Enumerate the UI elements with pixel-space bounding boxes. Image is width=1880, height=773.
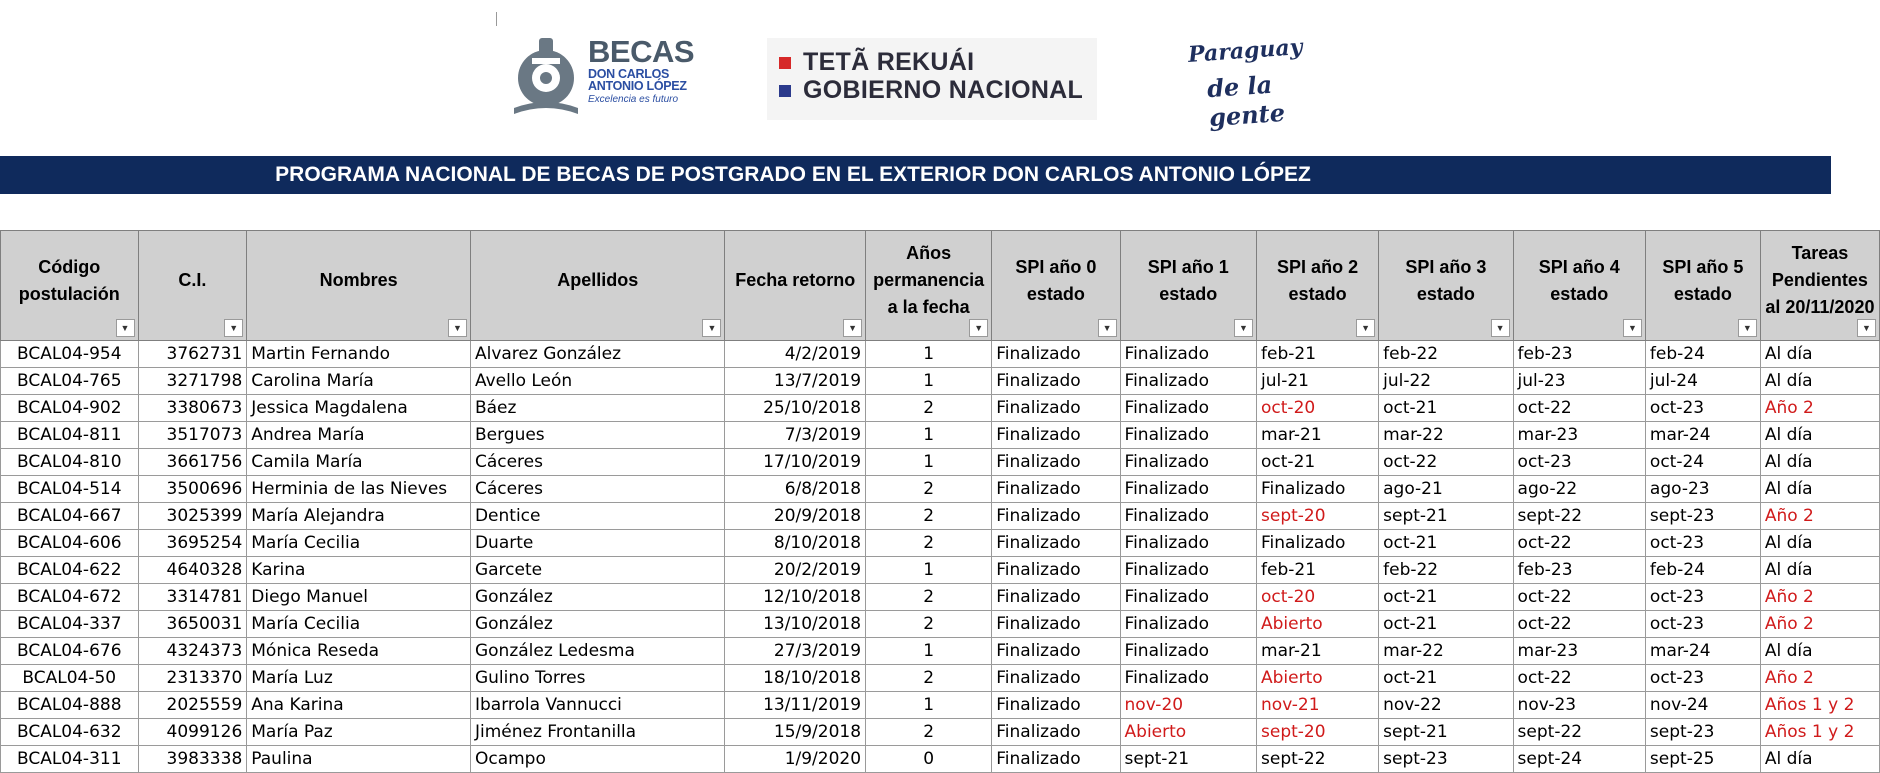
table-cell[interactable]: 3650031 [138, 611, 247, 638]
table-cell[interactable]: 4099126 [138, 719, 247, 746]
table-cell[interactable]: 3983338 [138, 746, 247, 773]
table-cell[interactable]: BCAL04-632 [1, 719, 139, 746]
table-cell[interactable]: oct-24 [1645, 449, 1760, 476]
column-header-1 [1, 231, 139, 341]
column-header-label: SPI año 3 estado [1405, 256, 1487, 304]
table-cell[interactable]: Al día [1760, 557, 1879, 584]
table-cell[interactable]: oct-22 [1513, 611, 1645, 638]
table-cell[interactable]: Años 1 y 2 [1760, 692, 1879, 719]
table-cell[interactable]: Año 2 [1760, 611, 1879, 638]
table-cell[interactable]: 4324373 [138, 638, 247, 665]
table-cell[interactable]: sept-20 [1257, 503, 1379, 530]
table-cell[interactable]: González Ledesma [470, 638, 725, 665]
column-header-6 [866, 231, 992, 341]
column-header-3 [247, 231, 471, 341]
table-cell[interactable]: 12/10/2018 [725, 584, 866, 611]
table-cell[interactable]: 6/8/2018 [725, 476, 866, 503]
column-header-11 [1513, 231, 1645, 341]
table-cell[interactable]: sept-20 [1257, 719, 1379, 746]
table-cell[interactable]: Finalizado [992, 611, 1120, 638]
table-cell[interactable]: Carolina María [247, 368, 471, 395]
table-cell[interactable]: oct-23 [1645, 665, 1760, 692]
table-cell[interactable]: jul-23 [1513, 368, 1645, 395]
table-row [1, 557, 1880, 584]
table-cell[interactable]: Finalizado [992, 746, 1120, 773]
table-cell[interactable]: nov-21 [1257, 692, 1379, 719]
table-cell[interactable]: Finalizado [992, 341, 1120, 368]
table-cell[interactable]: Mónica Reseda [247, 638, 471, 665]
train-emblem-icon [506, 34, 588, 116]
table-cell[interactable]: BCAL04-514 [1, 476, 139, 503]
becas-logo [506, 34, 696, 120]
table-row [1, 476, 1880, 503]
table-cell[interactable]: 2 [866, 584, 992, 611]
table-cell[interactable]: Finalizado [1120, 665, 1256, 692]
gobierno-line-1-text: TETÃ REKUÁI [803, 48, 975, 76]
table-cell[interactable]: Karina [247, 557, 471, 584]
table-cell[interactable]: Diego Manuel [247, 584, 471, 611]
table-cell[interactable]: 2 [866, 476, 992, 503]
column-header-label: SPI año 0 estado [1015, 256, 1097, 304]
table-cell[interactable]: sept-23 [1379, 746, 1513, 773]
table-cell[interactable]: mar-24 [1645, 422, 1760, 449]
column-header-label: Apellidos [557, 270, 639, 290]
gobierno-line-2-text: GOBIERNO NACIONAL [803, 76, 1084, 104]
filter-dropdown-icon[interactable]: ▼ [1623, 319, 1642, 337]
table-cell[interactable]: jul-24 [1645, 368, 1760, 395]
table-cell[interactable]: Alvarez González [470, 341, 725, 368]
table-cell[interactable]: 13/10/2018 [725, 611, 866, 638]
spreadsheet [0, 230, 1875, 771]
table-cell[interactable]: Finalizado [1120, 368, 1256, 395]
table-cell[interactable]: ago-22 [1513, 476, 1645, 503]
table-cell[interactable]: oct-21 [1379, 611, 1513, 638]
table-cell[interactable]: BCAL04-765 [1, 368, 139, 395]
table-cell[interactable]: Finalizado [1120, 341, 1256, 368]
table-cell[interactable]: Finalizado [1120, 638, 1256, 665]
table-row [1, 584, 1880, 611]
table-cell[interactable]: Ocampo [470, 746, 725, 773]
table-cell[interactable]: nov-23 [1513, 692, 1645, 719]
paraguay-line-1: Paraguay [1187, 34, 1304, 68]
table-cell[interactable]: 13/7/2019 [725, 368, 866, 395]
table-cell[interactable]: Finalizado [992, 557, 1120, 584]
table-row [1, 368, 1880, 395]
table-cell[interactable]: Al día [1760, 638, 1879, 665]
table-cell[interactable]: Paulina [247, 746, 471, 773]
column-header-label: SPI año 4 estado [1538, 256, 1620, 304]
table-cell[interactable]: oct-20 [1257, 395, 1379, 422]
table-cell[interactable]: Finalizado [1120, 449, 1256, 476]
table-cell[interactable]: Finalizado [1257, 530, 1379, 557]
becas-tagline: Excelencia es futuro [588, 94, 679, 105]
cursor-mark [496, 12, 497, 26]
program-title-banner [0, 156, 1831, 194]
table-cell[interactable]: 2313370 [138, 665, 247, 692]
filter-dropdown-icon[interactable]: ▼ [1098, 319, 1117, 337]
table-cell[interactable]: sept-21 [1120, 746, 1256, 773]
table-cell[interactable]: 17/10/2019 [725, 449, 866, 476]
table-cell[interactable]: Báez [470, 395, 725, 422]
table-cell[interactable]: 2 [866, 719, 992, 746]
column-header-label: SPI año 1 estado [1147, 256, 1229, 304]
table-cell[interactable]: mar-23 [1513, 422, 1645, 449]
table-cell[interactable]: oct-22 [1513, 665, 1645, 692]
table-cell[interactable]: 2 [866, 503, 992, 530]
table-cell[interactable]: 18/10/2018 [725, 665, 866, 692]
table-cell[interactable]: 1 [866, 341, 992, 368]
table-cell[interactable]: 3271798 [138, 368, 247, 395]
table-cell[interactable]: Finalizado [1120, 395, 1256, 422]
table-cell[interactable]: Finalizado [992, 530, 1120, 557]
table-row [1, 449, 1880, 476]
becas-subtitle-1: DON CARLOS [588, 67, 670, 81]
table-row [1, 341, 1880, 368]
table-cell[interactable]: nov-24 [1645, 692, 1760, 719]
table-row [1, 719, 1880, 746]
table-cell[interactable]: González [470, 584, 725, 611]
table-cell[interactable]: María Alejandra [247, 503, 471, 530]
column-header-label: C.I. [178, 270, 207, 290]
table-cell[interactable]: María Luz [247, 665, 471, 692]
table-cell[interactable]: BCAL04-810 [1, 449, 139, 476]
table-cell[interactable]: 3500696 [138, 476, 247, 503]
column-header-label: Nombres [319, 270, 398, 290]
table-cell[interactable]: 15/9/2018 [725, 719, 866, 746]
filter-dropdown-icon[interactable]: ▼ [702, 319, 721, 337]
table-cell[interactable]: oct-21 [1257, 449, 1379, 476]
table-cell[interactable]: sept-23 [1645, 503, 1760, 530]
filter-dropdown-icon[interactable]: ▼ [1491, 319, 1510, 337]
table-cell[interactable]: 1 [866, 368, 992, 395]
table-cell[interactable]: Cáceres [470, 476, 725, 503]
table-cell[interactable]: BCAL04-672 [1, 584, 139, 611]
table-cell[interactable]: 4640328 [138, 557, 247, 584]
filter-dropdown-icon[interactable]: ▼ [969, 319, 988, 337]
table-cell[interactable]: María Cecilia [247, 530, 471, 557]
table-cell[interactable]: feb-23 [1513, 557, 1645, 584]
table-cell[interactable]: 13/11/2019 [725, 692, 866, 719]
table-cell[interactable]: Ana Karina [247, 692, 471, 719]
filter-dropdown-icon[interactable]: ▼ [448, 319, 467, 337]
table-cell[interactable]: María Cecilia [247, 611, 471, 638]
table-cell[interactable]: Finalizado [1120, 503, 1256, 530]
becas-text [588, 36, 694, 105]
becas-subtitle-2: ANTONIO LÓPEZ [588, 79, 687, 93]
table-cell[interactable]: Ibarrola Vannucci [470, 692, 725, 719]
table-cell[interactable]: 3661756 [138, 449, 247, 476]
table-cell[interactable]: 2 [866, 611, 992, 638]
table-cell[interactable]: María Paz [247, 719, 471, 746]
table-cell[interactable]: 2 [866, 395, 992, 422]
table-cell[interactable]: 4/2/2019 [725, 341, 866, 368]
table-cell[interactable]: González [470, 611, 725, 638]
table-cell[interactable]: Finalizado [1120, 476, 1256, 503]
paraguay-line-2: de la gente [1206, 69, 1286, 133]
column-header-5 [725, 231, 866, 341]
table-cell[interactable]: jul-22 [1379, 368, 1513, 395]
table-cell[interactable]: 27/3/2019 [725, 638, 866, 665]
table-cell[interactable]: Camila María [247, 449, 471, 476]
table-cell[interactable]: sept-21 [1379, 719, 1513, 746]
column-header-label: SPI año 2 estado [1277, 256, 1359, 304]
table-cell[interactable]: 3380673 [138, 395, 247, 422]
table-cell[interactable]: 1 [866, 449, 992, 476]
table-cell[interactable]: Finalizado [1257, 476, 1379, 503]
table-row [1, 422, 1880, 449]
table-cell[interactable]: Dentice [470, 503, 725, 530]
table-cell[interactable]: sept-22 [1513, 719, 1645, 746]
table-cell[interactable]: sept-22 [1513, 503, 1645, 530]
table-cell[interactable]: Garcete [470, 557, 725, 584]
table-cell[interactable]: 7/3/2019 [725, 422, 866, 449]
gobierno-logo [767, 38, 1097, 120]
table-cell[interactable]: oct-22 [1513, 530, 1645, 557]
table-cell[interactable]: oct-23 [1645, 530, 1760, 557]
table-cell[interactable]: Finalizado [992, 422, 1120, 449]
blue-square-icon [779, 85, 791, 97]
table-cell[interactable]: Finalizado [992, 638, 1120, 665]
filter-dropdown-icon[interactable]: ▼ [1738, 319, 1757, 337]
table-cell[interactable]: BCAL04-888 [1, 692, 139, 719]
table-cell[interactable]: Año 2 [1760, 665, 1879, 692]
table-cell[interactable]: sept-24 [1513, 746, 1645, 773]
table-cell[interactable]: Finalizado [1120, 584, 1256, 611]
table-cell[interactable]: Año 2 [1760, 395, 1879, 422]
table-cell[interactable]: feb-21 [1257, 341, 1379, 368]
table-cell[interactable]: BCAL04-811 [1, 422, 139, 449]
table-cell[interactable]: 3025399 [138, 503, 247, 530]
red-square-icon [779, 57, 791, 69]
table-cell[interactable]: Martin Fernando [247, 341, 471, 368]
table-cell[interactable]: Año 2 [1760, 503, 1879, 530]
table-cell[interactable]: 3762731 [138, 341, 247, 368]
table-cell[interactable]: 1 [866, 557, 992, 584]
filter-dropdown-icon[interactable]: ▼ [116, 319, 135, 337]
table-cell[interactable]: oct-22 [1513, 584, 1645, 611]
column-header-8 [1120, 231, 1256, 341]
table-cell[interactable]: 1/9/2020 [725, 746, 866, 773]
table-cell[interactable]: Abierto [1257, 611, 1379, 638]
table-cell[interactable]: 2 [866, 530, 992, 557]
table-cell[interactable]: 8/10/2018 [725, 530, 866, 557]
table-cell[interactable]: 25/10/2018 [725, 395, 866, 422]
filter-dropdown-icon[interactable]: ▼ [1356, 319, 1375, 337]
table-cell[interactable]: feb-21 [1257, 557, 1379, 584]
header-row [1, 231, 1880, 341]
column-header-10 [1379, 231, 1513, 341]
column-header-12 [1645, 231, 1760, 341]
table-cell[interactable]: BCAL04-676 [1, 638, 139, 665]
table-cell[interactable]: BCAL04-337 [1, 611, 139, 638]
table-cell[interactable]: Finalizado [992, 665, 1120, 692]
becas-title: BECAS [588, 34, 695, 69]
table-cell[interactable]: Avello León [470, 368, 725, 395]
table-cell[interactable]: Al día [1760, 422, 1879, 449]
gobierno-line-1 [779, 48, 974, 77]
table-row [1, 611, 1880, 638]
table-cell[interactable]: BCAL04-311 [1, 746, 139, 773]
table-cell[interactable]: 3695254 [138, 530, 247, 557]
table-cell[interactable]: Gulino Torres [470, 665, 725, 692]
table-cell[interactable]: oct-20 [1257, 584, 1379, 611]
table-cell[interactable]: Al día [1760, 530, 1879, 557]
table-header [1, 231, 1880, 341]
table-cell[interactable]: Abierto [1120, 719, 1256, 746]
table-cell[interactable]: 3517073 [138, 422, 247, 449]
table-cell[interactable]: Bergues [470, 422, 725, 449]
table-cell[interactable]: mar-21 [1257, 422, 1379, 449]
table-cell[interactable]: mar-21 [1257, 638, 1379, 665]
table-cell[interactable]: ago-23 [1645, 476, 1760, 503]
table-cell[interactable]: 2 [866, 665, 992, 692]
column-header-label: Tareas Pendientes al 20/11/2020 [1765, 243, 1875, 317]
table-cell[interactable]: mar-24 [1645, 638, 1760, 665]
table-row [1, 503, 1880, 530]
table-cell[interactable]: Finalizado [992, 692, 1120, 719]
column-header-label: Código postulación [18, 256, 120, 304]
table-cell[interactable]: Finalizado [992, 584, 1120, 611]
logo-bar [0, 0, 1831, 150]
table-cell[interactable]: Finalizado [992, 503, 1120, 530]
table-cell[interactable]: feb-22 [1379, 341, 1513, 368]
table-cell[interactable]: sept-21 [1379, 503, 1513, 530]
table-cell[interactable]: Al día [1760, 341, 1879, 368]
column-header-2 [138, 231, 247, 341]
table-cell[interactable]: 20/9/2018 [725, 503, 866, 530]
scholarship-table [0, 230, 1880, 773]
table-cell[interactable]: Finalizado [1120, 611, 1256, 638]
table-cell[interactable]: oct-21 [1379, 530, 1513, 557]
table-row [1, 638, 1880, 665]
table-cell[interactable]: Finalizado [992, 368, 1120, 395]
table-cell[interactable]: Al día [1760, 476, 1879, 503]
table-body [1, 341, 1880, 773]
table-row [1, 530, 1880, 557]
table-cell[interactable]: nov-22 [1379, 692, 1513, 719]
table-cell[interactable]: 20/2/2019 [725, 557, 866, 584]
table-cell[interactable]: oct-23 [1645, 611, 1760, 638]
column-header-4 [470, 231, 725, 341]
table-cell[interactable]: BCAL04-606 [1, 530, 139, 557]
table-cell[interactable]: 0 [866, 746, 992, 773]
filter-dropdown-icon[interactable]: ▼ [1857, 319, 1876, 337]
table-cell[interactable]: sept-22 [1257, 746, 1379, 773]
table-cell[interactable]: Finalizado [1120, 530, 1256, 557]
filter-dropdown-icon[interactable]: ▼ [224, 319, 243, 337]
table-cell[interactable]: Año 2 [1760, 584, 1879, 611]
table-cell[interactable]: BCAL04-667 [1, 503, 139, 530]
column-header-label: Años permanencia a la fecha [873, 243, 985, 317]
gobierno-line-2 [779, 76, 1083, 105]
table-cell[interactable]: Finalizado [1120, 422, 1256, 449]
table-cell[interactable]: nov-20 [1120, 692, 1256, 719]
table-cell[interactable]: oct-22 [1379, 449, 1513, 476]
table-cell[interactable]: Finalizado [992, 476, 1120, 503]
table-cell[interactable]: BCAL04-622 [1, 557, 139, 584]
table-cell[interactable]: Al día [1760, 368, 1879, 395]
table-row [1, 692, 1880, 719]
table-cell[interactable]: feb-23 [1513, 341, 1645, 368]
table-cell[interactable]: mar-23 [1513, 638, 1645, 665]
column-header-13 [1760, 231, 1879, 341]
table-cell[interactable]: jul-21 [1257, 368, 1379, 395]
table-cell[interactable]: 2025559 [138, 692, 247, 719]
table-cell[interactable]: Andrea María [247, 422, 471, 449]
table-cell[interactable]: Abierto [1257, 665, 1379, 692]
table-cell[interactable]: feb-24 [1645, 341, 1760, 368]
table-cell[interactable]: mar-22 [1379, 422, 1513, 449]
table-cell[interactable]: 3314781 [138, 584, 247, 611]
table-cell[interactable]: Años 1 y 2 [1760, 719, 1879, 746]
filter-dropdown-icon[interactable]: ▼ [843, 319, 862, 337]
table-row [1, 746, 1880, 773]
column-header-7 [992, 231, 1120, 341]
table-cell[interactable]: BCAL04-50 [1, 665, 139, 692]
table-cell[interactable]: oct-21 [1379, 665, 1513, 692]
table-cell[interactable]: mar-22 [1379, 638, 1513, 665]
table-cell[interactable]: Duarte [470, 530, 725, 557]
table-row [1, 665, 1880, 692]
program-title: PROGRAMA NACIONAL DE BECAS DE POSTGRADO EN EL EXTERIOR DON CARLOS ANTONIO LÓPEZ [275, 163, 1311, 186]
table-cell[interactable]: oct-21 [1379, 584, 1513, 611]
column-header-label: Fecha retorno [735, 270, 856, 290]
table-cell[interactable]: oct-21 [1379, 395, 1513, 422]
table-cell[interactable]: Jiménez Frontanilla [470, 719, 725, 746]
table-cell[interactable]: oct-23 [1513, 449, 1645, 476]
table-cell[interactable]: Al día [1760, 746, 1879, 773]
table-cell[interactable]: Finalizado [992, 719, 1120, 746]
table-cell[interactable]: sept-23 [1645, 719, 1760, 746]
table-cell[interactable]: oct-22 [1513, 395, 1645, 422]
table-cell[interactable]: 1 [866, 692, 992, 719]
table-cell[interactable]: ago-21 [1379, 476, 1513, 503]
column-header-9 [1257, 231, 1379, 341]
table-cell[interactable]: Finalizado [992, 449, 1120, 476]
table-cell[interactable]: oct-23 [1645, 395, 1760, 422]
table-cell[interactable]: Herminia de las Nieves [247, 476, 471, 503]
table-cell[interactable]: feb-24 [1645, 557, 1760, 584]
filter-dropdown-icon[interactable]: ▼ [1234, 319, 1253, 337]
table-cell[interactable]: sept-25 [1645, 746, 1760, 773]
table-cell[interactable]: feb-22 [1379, 557, 1513, 584]
table-cell[interactable]: 1 [866, 422, 992, 449]
table-cell[interactable]: Finalizado [992, 395, 1120, 422]
table-cell[interactable]: Finalizado [1120, 557, 1256, 584]
table-cell[interactable]: Jessica Magdalena [247, 395, 471, 422]
table-cell[interactable]: oct-23 [1645, 584, 1760, 611]
table-cell[interactable]: BCAL04-902 [1, 395, 139, 422]
table-row [1, 395, 1880, 422]
paraguay-logo [1187, 34, 1328, 133]
table-cell[interactable]: Cáceres [470, 449, 725, 476]
column-header-label: SPI año 5 estado [1662, 256, 1744, 304]
table-cell[interactable]: 1 [866, 638, 992, 665]
table-cell[interactable]: BCAL04-954 [1, 341, 139, 368]
table-cell[interactable]: Al día [1760, 449, 1879, 476]
